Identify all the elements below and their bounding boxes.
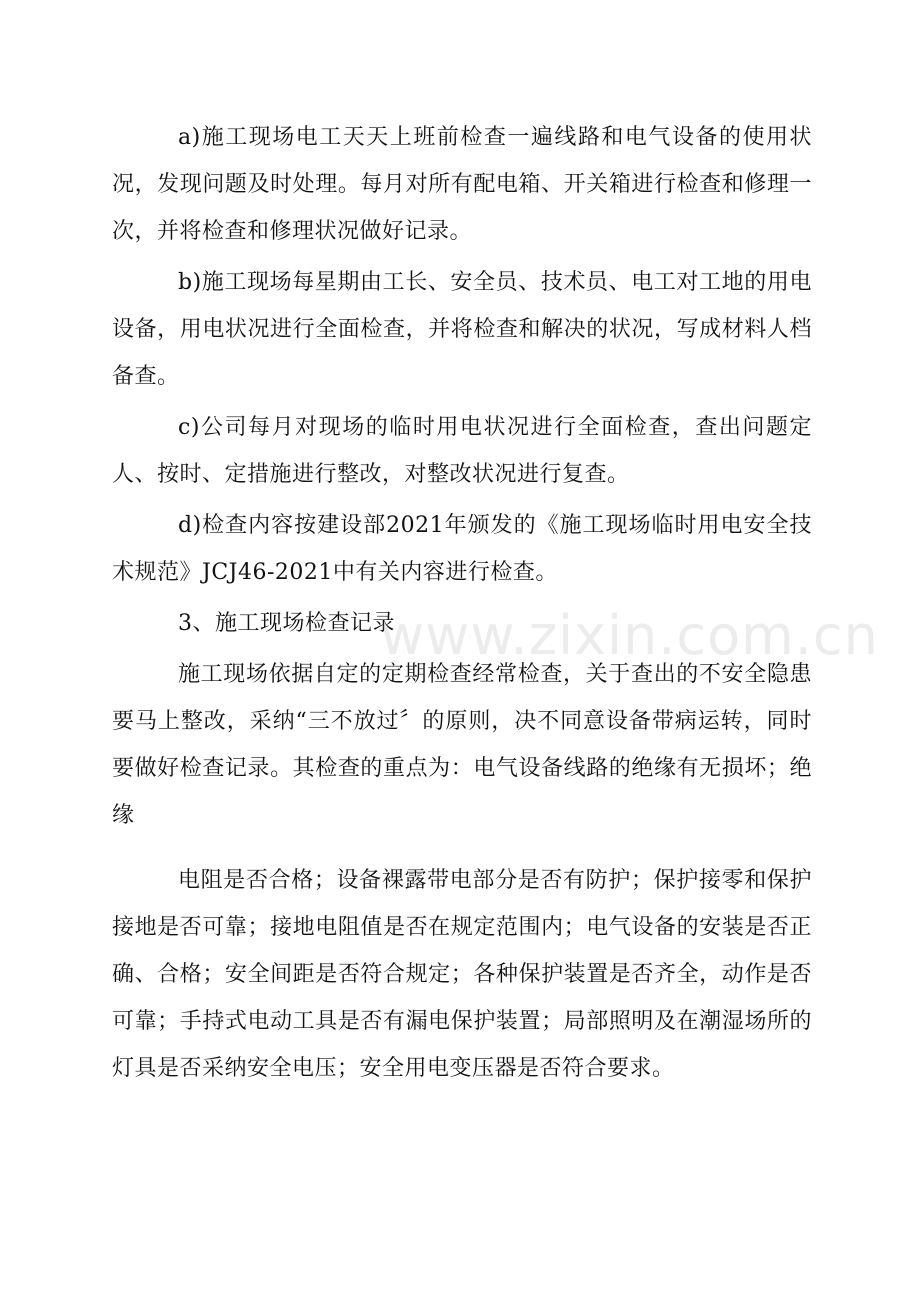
watermark: www.zixin.com.cn: [380, 604, 879, 667]
paragraph-c: c)公司每月对现场的临时用电状况进行全面检查，查出问题定人、按时、定措施进行整改，对整改状况进行复查。: [112, 415, 812, 487]
paragraph-inspection-points: 电阻是否合格；设备裸露带电部分是否有防护；保护接零和保护接地是否可靠；接地电阻值是否在规定范围内；电气设备的安装是否正确、合格；安全间距是否符合规定；各种保护装置是否齐全，动作是否可靠；手持式电动工具是否有漏电保护装置；局部照明及在潮湿场所的灯具是否采纳安全电压；安全用电变压器是否符合要求。: [112, 868, 812, 1081]
paragraph-d: d)检查内容按建设部2021年颁发的《施工现场临时用电安全技术规范》JCJ46-2021中有关内容进行检查。: [112, 513, 812, 585]
paragraph-b: b)施工现场每星期由工长、安全员、技术员、电工对工地的用电设备，用电状况进行全面检查，并将检查和解决的状况，写成材料人档备查。: [112, 270, 812, 389]
document-body: [112, 114, 812, 1096]
paragraph-a: a)施工现场电工天天上班前检查一遍线路和电气设备的使用状况，发现问题及时处理。每月对所有配电箱、开关箱进行检查和修理一次，并将检查和修理状况做好记录。: [112, 125, 812, 244]
paragraph-inspection-record: 施工现场依据自定的定期检查经常检查，关于查出的不安全隐患要马上整改，采纳“三不放过〞的原则，决不同意设备带病运转，同时要做好检查记录。其检查的重点为：电气设备线路的绝缘有无损坏；绝缘: [112, 662, 812, 828]
section-heading-3: 3、施工现场检查记录: [178, 611, 395, 636]
